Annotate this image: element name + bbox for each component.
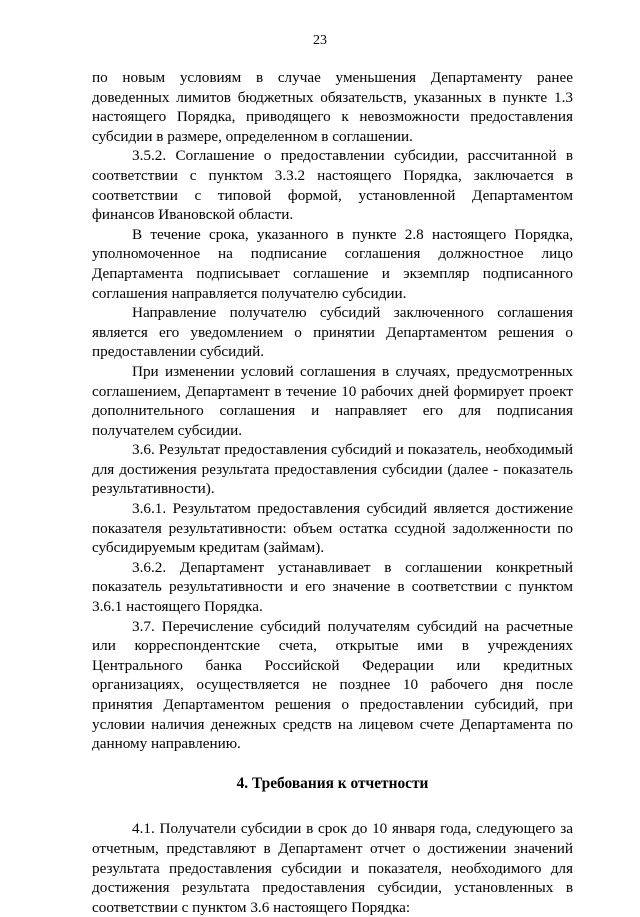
paragraph-agreement-changes: При изменении условий соглашения в случаях, предусмотренных соглашением, Департамент в течение 10 рабочих дней формирует проект дополнительного соглашения и направляет его для подписания получателем субсидии. xyxy=(92,362,573,439)
paragraph-3-6-1: 3.6.1. Результатом предоставления субсидий является достижение показателя результативности: объем остатка ссудной задолженности по субсидируемым кредитам (займам). xyxy=(92,500,573,557)
paragraph-notification: Направление получателю субсидий заключенного соглашения является его уведомлением о принятии Департаментом решения о предоставлении субсидий. xyxy=(92,304,573,361)
paragraph-4-1: 4.1. Получатели субсидии в срок до 10 января года, следующего за отчетным, представляют в Департамент отчет о достижении значений результата предоставления субсидии и показателя, необходимого для достижения результата предоставления субсидии, установленных в соответствии с пунктом 3.6 настоящего Порядка: xyxy=(92,820,573,916)
paragraph-3-7: 3.7. Перечисление субсидий получателям субсидий на расчетные или корреспондентские счета, открытые ими в учреждениях Центрального банка Российской Федерации или кредитных организациях, осуществляется не позднее 10 рабочего дня после принятия Департаментом решения о предоставлении субсидий, при условии наличия денежных средств на лицевом счете Департамента по данному направлению. xyxy=(92,617,573,753)
section-heading: 4. Требования к отчетности xyxy=(236,774,429,792)
paragraph-3-6-2: 3.6.2. Департамент устанавливает в соглашении конкретный показатель результативности и его значение в соответствии с пунктом 3.6.1 настоящего Порядка. xyxy=(92,558,573,616)
paragraph-3-5-2: 3.5.2. Соглашение о предоставлении субсидии, рассчитанной в соответствии с пунктом 3.3.2 настоящего Порядка, заключается в соответствии с типовой формой, установленной Департаментом финансов Ивановской области. xyxy=(92,147,573,224)
paragraph-signing-term: В течение срока, указанного в пункте 2.8 настоящего Порядка, уполномоченное на подписание соглашения должностное лицо Департамента подписывает соглашение и экземпляр подписанного соглашения направляется получателю субсидии. xyxy=(92,225,573,302)
paragraph-3-6: 3.6. Результат предоставления субсидий и показатель, необходимый для достижения результата предоставления субсидии (далее - показатель результативности). xyxy=(92,441,573,498)
document-body xyxy=(92,68,573,917)
page-number: 23 xyxy=(313,33,327,48)
paragraph-continuation: по новым условиям в случае уменьшения Департаменту ранее доведенных лимитов бюджетных обязательств, указанных в пункте 1.3 настоящего Порядка, приводящего к невозможности предоставления субсидии в размере, определенном в соглашении. xyxy=(92,69,573,145)
